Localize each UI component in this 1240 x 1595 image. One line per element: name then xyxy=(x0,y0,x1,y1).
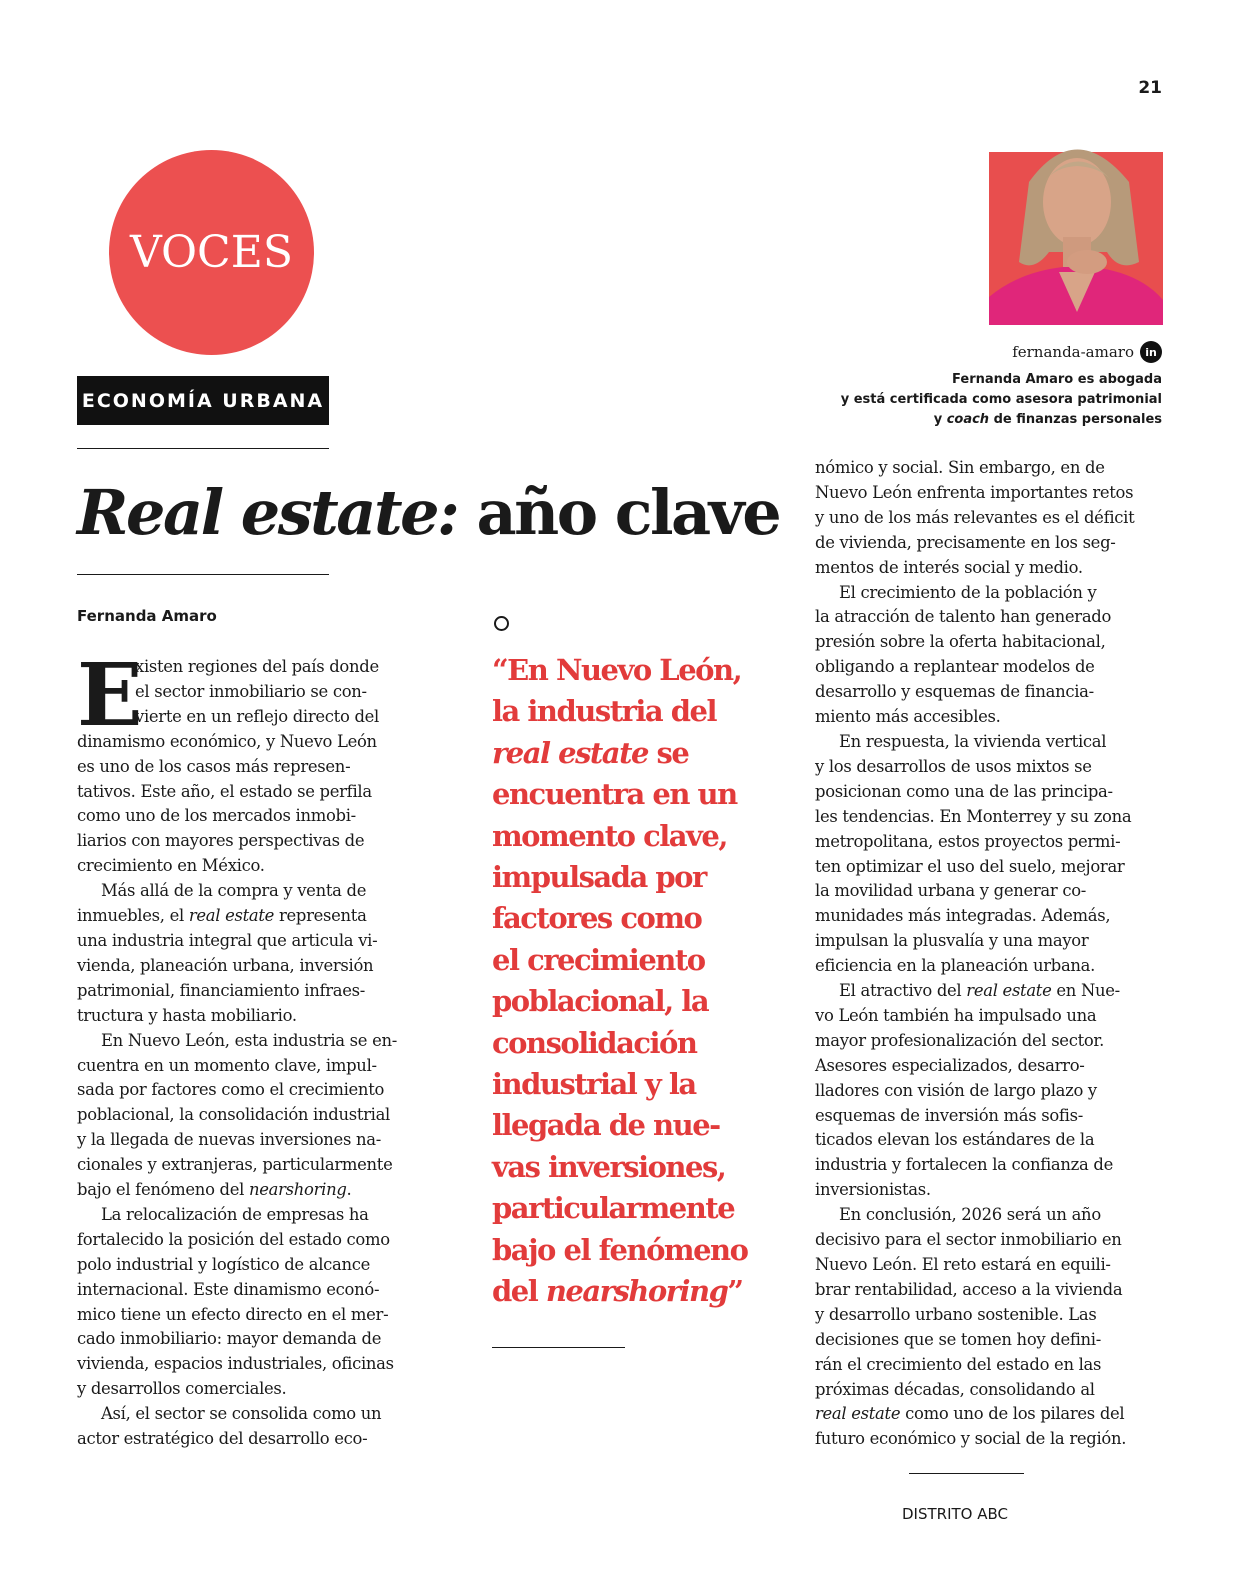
quote-rule xyxy=(492,1347,625,1348)
quote-line: poblacional, la xyxy=(492,984,709,1019)
pull-quote xyxy=(492,650,792,1313)
text-line: poblacional, la consolidación industrial xyxy=(77,1105,390,1125)
text-line: Más allá de la compra y venta de xyxy=(101,881,367,901)
text-line: industria y fortalecen la confianza de xyxy=(815,1155,1113,1175)
text-run: como uno de los pilares del xyxy=(900,1404,1125,1424)
text-line: decisiones que se tomen hoy defini- xyxy=(815,1329,1101,1349)
text-line: xisten regiones del país donde xyxy=(135,657,379,676)
text-line: En respuesta, la vivienda vertical xyxy=(839,731,1107,751)
linkedin-icon[interactable]: in xyxy=(1140,341,1162,363)
text-line: el sector inmobiliario se con- xyxy=(135,681,367,701)
text-line: metropolitana, estos proyectos permi- xyxy=(815,831,1121,851)
text-run: inmuebles, el xyxy=(77,906,189,926)
quote-italic: real estate xyxy=(492,735,648,770)
text-line: es uno de los casos más represen- xyxy=(77,756,351,776)
text-line: tativos. Este año, el estado se perfila xyxy=(77,781,372,801)
text-line: Nuevo León enfrenta importantes retos xyxy=(815,482,1134,502)
text-line: ticados elevan los estándares de la xyxy=(815,1130,1095,1150)
text-line: cado inmobiliario: mayor demanda de xyxy=(77,1329,382,1349)
text-line: cionales y extranjeras, particularmente xyxy=(77,1155,393,1175)
text-line: En Nuevo León, esta industria se en- xyxy=(101,1030,397,1050)
author-photo xyxy=(989,122,1163,325)
circle-icon xyxy=(494,616,509,631)
text-line: de vivienda, precisamente en los seg- xyxy=(815,532,1116,552)
drop-cap: E xyxy=(77,645,143,746)
quote-line: factores como xyxy=(492,901,702,936)
text-line: En conclusión, 2026 será un año xyxy=(839,1205,1101,1225)
text-line: lladores con visión de largo plazo y xyxy=(815,1080,1097,1100)
text-run: El atractivo del xyxy=(839,981,967,1001)
text-line: decisivo para el sector inmobiliario en xyxy=(815,1230,1122,1250)
body-column-1 xyxy=(77,645,422,1452)
quote-italic: nearshoring xyxy=(545,1274,728,1309)
quote-line xyxy=(492,733,792,774)
text-line: esquemas de inversión más sofis- xyxy=(815,1105,1083,1125)
text-run: en Nue- xyxy=(1051,981,1120,1001)
text-line: fortalecido la posición del estado como xyxy=(77,1229,390,1249)
text-line: les tendencias. En Monterrey y su zona xyxy=(815,806,1132,826)
text-line: crecimiento en México. xyxy=(77,856,265,876)
author-bio xyxy=(800,370,1162,430)
text-italic: real estate xyxy=(966,981,1052,1001)
text-line xyxy=(815,979,1165,1004)
author-handle[interactable]: fernanda-amaro xyxy=(1012,343,1134,361)
text-line: dinamismo económico, y Nuevo León xyxy=(77,731,377,751)
byline: Fernanda Amaro xyxy=(77,607,217,625)
bio-line: y está certificada como asesora patrimonial xyxy=(840,392,1162,407)
footer-publication: DISTRITO ABC xyxy=(901,1505,1008,1523)
text-line: futuro económico y social de la región. xyxy=(815,1429,1127,1449)
text-line: munidades más integradas. Además, xyxy=(815,906,1111,926)
quote-line xyxy=(492,1271,792,1312)
text-line: obligando a replantear modelos de xyxy=(815,657,1095,677)
text-line: desarrollo y esquemas de financia- xyxy=(815,682,1094,702)
text-run: bajo el fenómeno del xyxy=(77,1180,249,1200)
end-rule xyxy=(909,1473,1024,1474)
text-line: mayor profesionalización del sector. xyxy=(815,1030,1105,1050)
text-line: impulsan la plusvalía y una mayor xyxy=(815,931,1089,951)
text-line: una industria integral que articula vi- xyxy=(77,930,378,950)
text-line: liarios con mayores perspectivas de xyxy=(77,831,365,851)
text-line xyxy=(77,1178,422,1203)
bio-text: de finanzas personales xyxy=(989,412,1162,427)
headline-rest: año clave xyxy=(457,476,780,549)
quote-line: particularmente xyxy=(492,1191,735,1226)
headline-italic: Real estate: xyxy=(77,476,458,549)
quote-line: la industria del xyxy=(492,694,717,729)
quote-run: del xyxy=(492,1274,546,1309)
text-line: nómico y social. Sin embargo, en de xyxy=(815,458,1105,477)
text-line: La relocalización de empresas ha xyxy=(101,1204,369,1224)
voces-label: VOCES xyxy=(129,227,293,278)
bio-italic: coach xyxy=(946,412,990,427)
text-line: vierte en un reflejo directo del xyxy=(135,706,379,726)
voces-badge xyxy=(109,150,314,355)
text-line: brar rentabilidad, acceso a la vivienda xyxy=(815,1279,1123,1299)
text-line: presión sobre la oferta habitacional, xyxy=(815,632,1106,652)
text-line: vienda, planeación urbana, inversión xyxy=(77,955,374,975)
text-italic: nearshoring xyxy=(249,1180,347,1200)
quote-line: consolidación xyxy=(492,1025,697,1060)
text-line: vo León también ha impulsado una xyxy=(815,1005,1097,1025)
quote-line: encuentra en un xyxy=(492,777,737,812)
quote-run: se xyxy=(647,735,689,770)
text-line: patrimonial, financiamiento infraes- xyxy=(77,980,365,1000)
headline-rule-bottom xyxy=(77,574,329,575)
page-number: 21 xyxy=(1138,78,1162,98)
text-line: actor estratégico del desarrollo eco- xyxy=(77,1429,368,1449)
bio-line xyxy=(800,410,1162,430)
text-line: mico tiene un efecto directo en el mer- xyxy=(77,1304,389,1324)
text-line: y los desarrollos de usos mixtos se xyxy=(815,756,1092,776)
text-line: posicionan como una de las principa- xyxy=(815,781,1113,801)
body-column-3 xyxy=(815,456,1165,1452)
text-line: y desarrollos comerciales. xyxy=(77,1379,287,1399)
quote-line: el crecimiento xyxy=(492,942,705,977)
text-line: polo industrial y logístico de alcance xyxy=(77,1254,371,1274)
quote-run: ” xyxy=(727,1274,743,1309)
bio-text: y xyxy=(933,412,947,427)
text-line: la atracción de talento han generado xyxy=(815,607,1112,627)
text-line: cuentra en un momento clave, impul- xyxy=(77,1055,377,1075)
text-line: Asesores especializados, desarro- xyxy=(815,1055,1085,1075)
quote-line: momento clave, xyxy=(492,818,727,853)
text-line: internacional. Este dinamismo econó- xyxy=(77,1279,380,1299)
text-line: El crecimiento de la población y xyxy=(839,582,1097,602)
text-line: sada por factores como el crecimiento xyxy=(77,1080,385,1100)
text-line: rán el crecimiento del estado en las xyxy=(815,1354,1102,1374)
text-line: inversionistas. xyxy=(815,1180,931,1200)
quote-line: llegada de nue- xyxy=(492,1108,720,1143)
text-run: . xyxy=(346,1180,352,1200)
section-tag: ECONOMÍA URBANA xyxy=(77,376,329,425)
text-line: y desarrollo urbano sostenible. Las xyxy=(815,1304,1097,1324)
text-line: y la llegada de nuevas inversiones na- xyxy=(77,1130,381,1150)
text-line: como uno de los mercados inmobi- xyxy=(77,806,356,826)
quote-line: vas inversiones, xyxy=(492,1149,726,1184)
headline xyxy=(77,468,797,558)
text-line: Nuevo León. El reto estará en equili- xyxy=(815,1255,1111,1274)
quote-line: industrial y la xyxy=(492,1067,696,1102)
quote-line: bajo el fenómeno xyxy=(492,1232,748,1267)
text-line: y uno de los más relevantes es el déficit xyxy=(815,507,1135,527)
text-line: mentos de interés social y medio. xyxy=(815,557,1083,577)
text-line: la movilidad urbana y generar co- xyxy=(815,881,1087,901)
text-line xyxy=(815,1402,1165,1427)
author-photo-image xyxy=(989,122,1163,325)
text-italic: real estate xyxy=(815,1404,901,1424)
headline-rule-top xyxy=(77,448,329,449)
text-line: eficiencia en la planeación urbana. xyxy=(815,956,1096,976)
text-line: miento más accesibles. xyxy=(815,707,1001,727)
text-italic: real estate xyxy=(188,906,275,926)
quote-line: impulsada por xyxy=(492,860,706,895)
text-line xyxy=(77,904,422,929)
text-line: próximas décadas, consolidando al xyxy=(815,1379,1095,1399)
author-handle-row[interactable] xyxy=(900,341,1162,363)
text-line: ten optimizar el uso del suelo, mejorar xyxy=(815,856,1125,876)
text-line: Así, el sector se consolida como un xyxy=(101,1404,382,1424)
quote-line: “En Nuevo León, xyxy=(492,653,742,687)
bio-line: Fernanda Amaro es abogada xyxy=(952,372,1162,387)
text-line: tructura y hasta mobiliario. xyxy=(77,1005,297,1025)
text-line: vivienda, espacios industriales, oficinas xyxy=(77,1354,394,1374)
text-run: representa xyxy=(274,906,367,926)
